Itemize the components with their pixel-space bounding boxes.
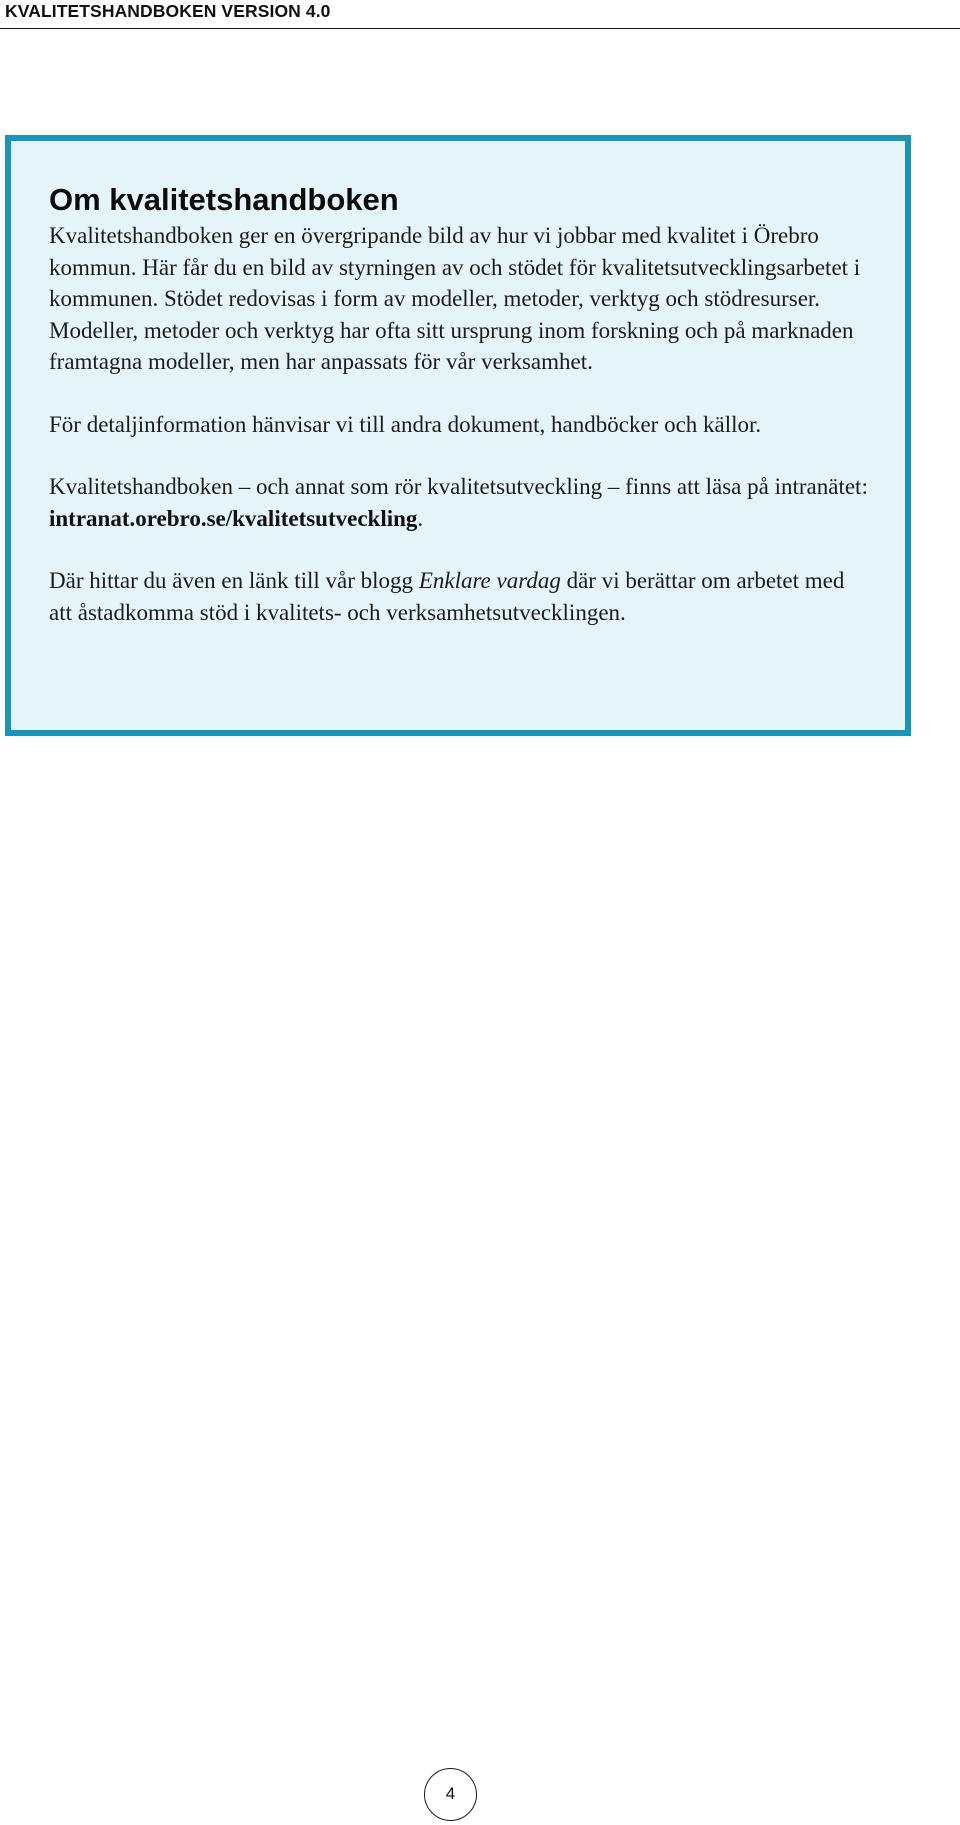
page-number: 4 [424,1768,477,1821]
blog-name: Enklare vardag [418,568,561,593]
box-title: Om kvalitetshandboken [49,182,399,217]
intranet-paragraph [49,471,869,534]
intranet-text-end: . [417,505,424,531]
blog-paragraph [49,565,869,628]
blog-text-end: där vi berättar om arbetet med att åstadkomma stöd i kvalitets- och verksamhetsutvecklingen. [49,568,845,625]
intro-paragraph: Kvalitetshandboken ger en övergripande bild av hur vi jobbar med kvalitet i Örebro kommun. Här får du en bild av styrningen av och stödet för kvalitetsutvecklingsarbetet i kommunen. Stödet redovisas i form av modeller, metoder, verktyg och stödresurser. Modeller, metoder och verktyg har ofta sitt ursprung inom forskning och på marknaden framtagna modeller, men har anpassats för vår verksamhet. [49,223,861,374]
running-header [0,0,960,29]
details-paragraph: För detaljinformation hänvisar vi till andra dokument, handböcker och källor. [49,411,762,437]
document-running-title: KVALITETSHANDBOKEN VERSION 4.0 [5,1,331,21]
intranet-text: Kvalitetshandboken – och annat som rör kvalitetsutveckling – finns att läsa på intranätet: [49,474,868,499]
about-handbook-box [5,135,911,736]
blog-text: Där hittar du även en länk till vår blogg [49,568,419,593]
intranet-link[interactable]: intranat.orebro.se/kvalitetsutveckling [49,505,418,531]
